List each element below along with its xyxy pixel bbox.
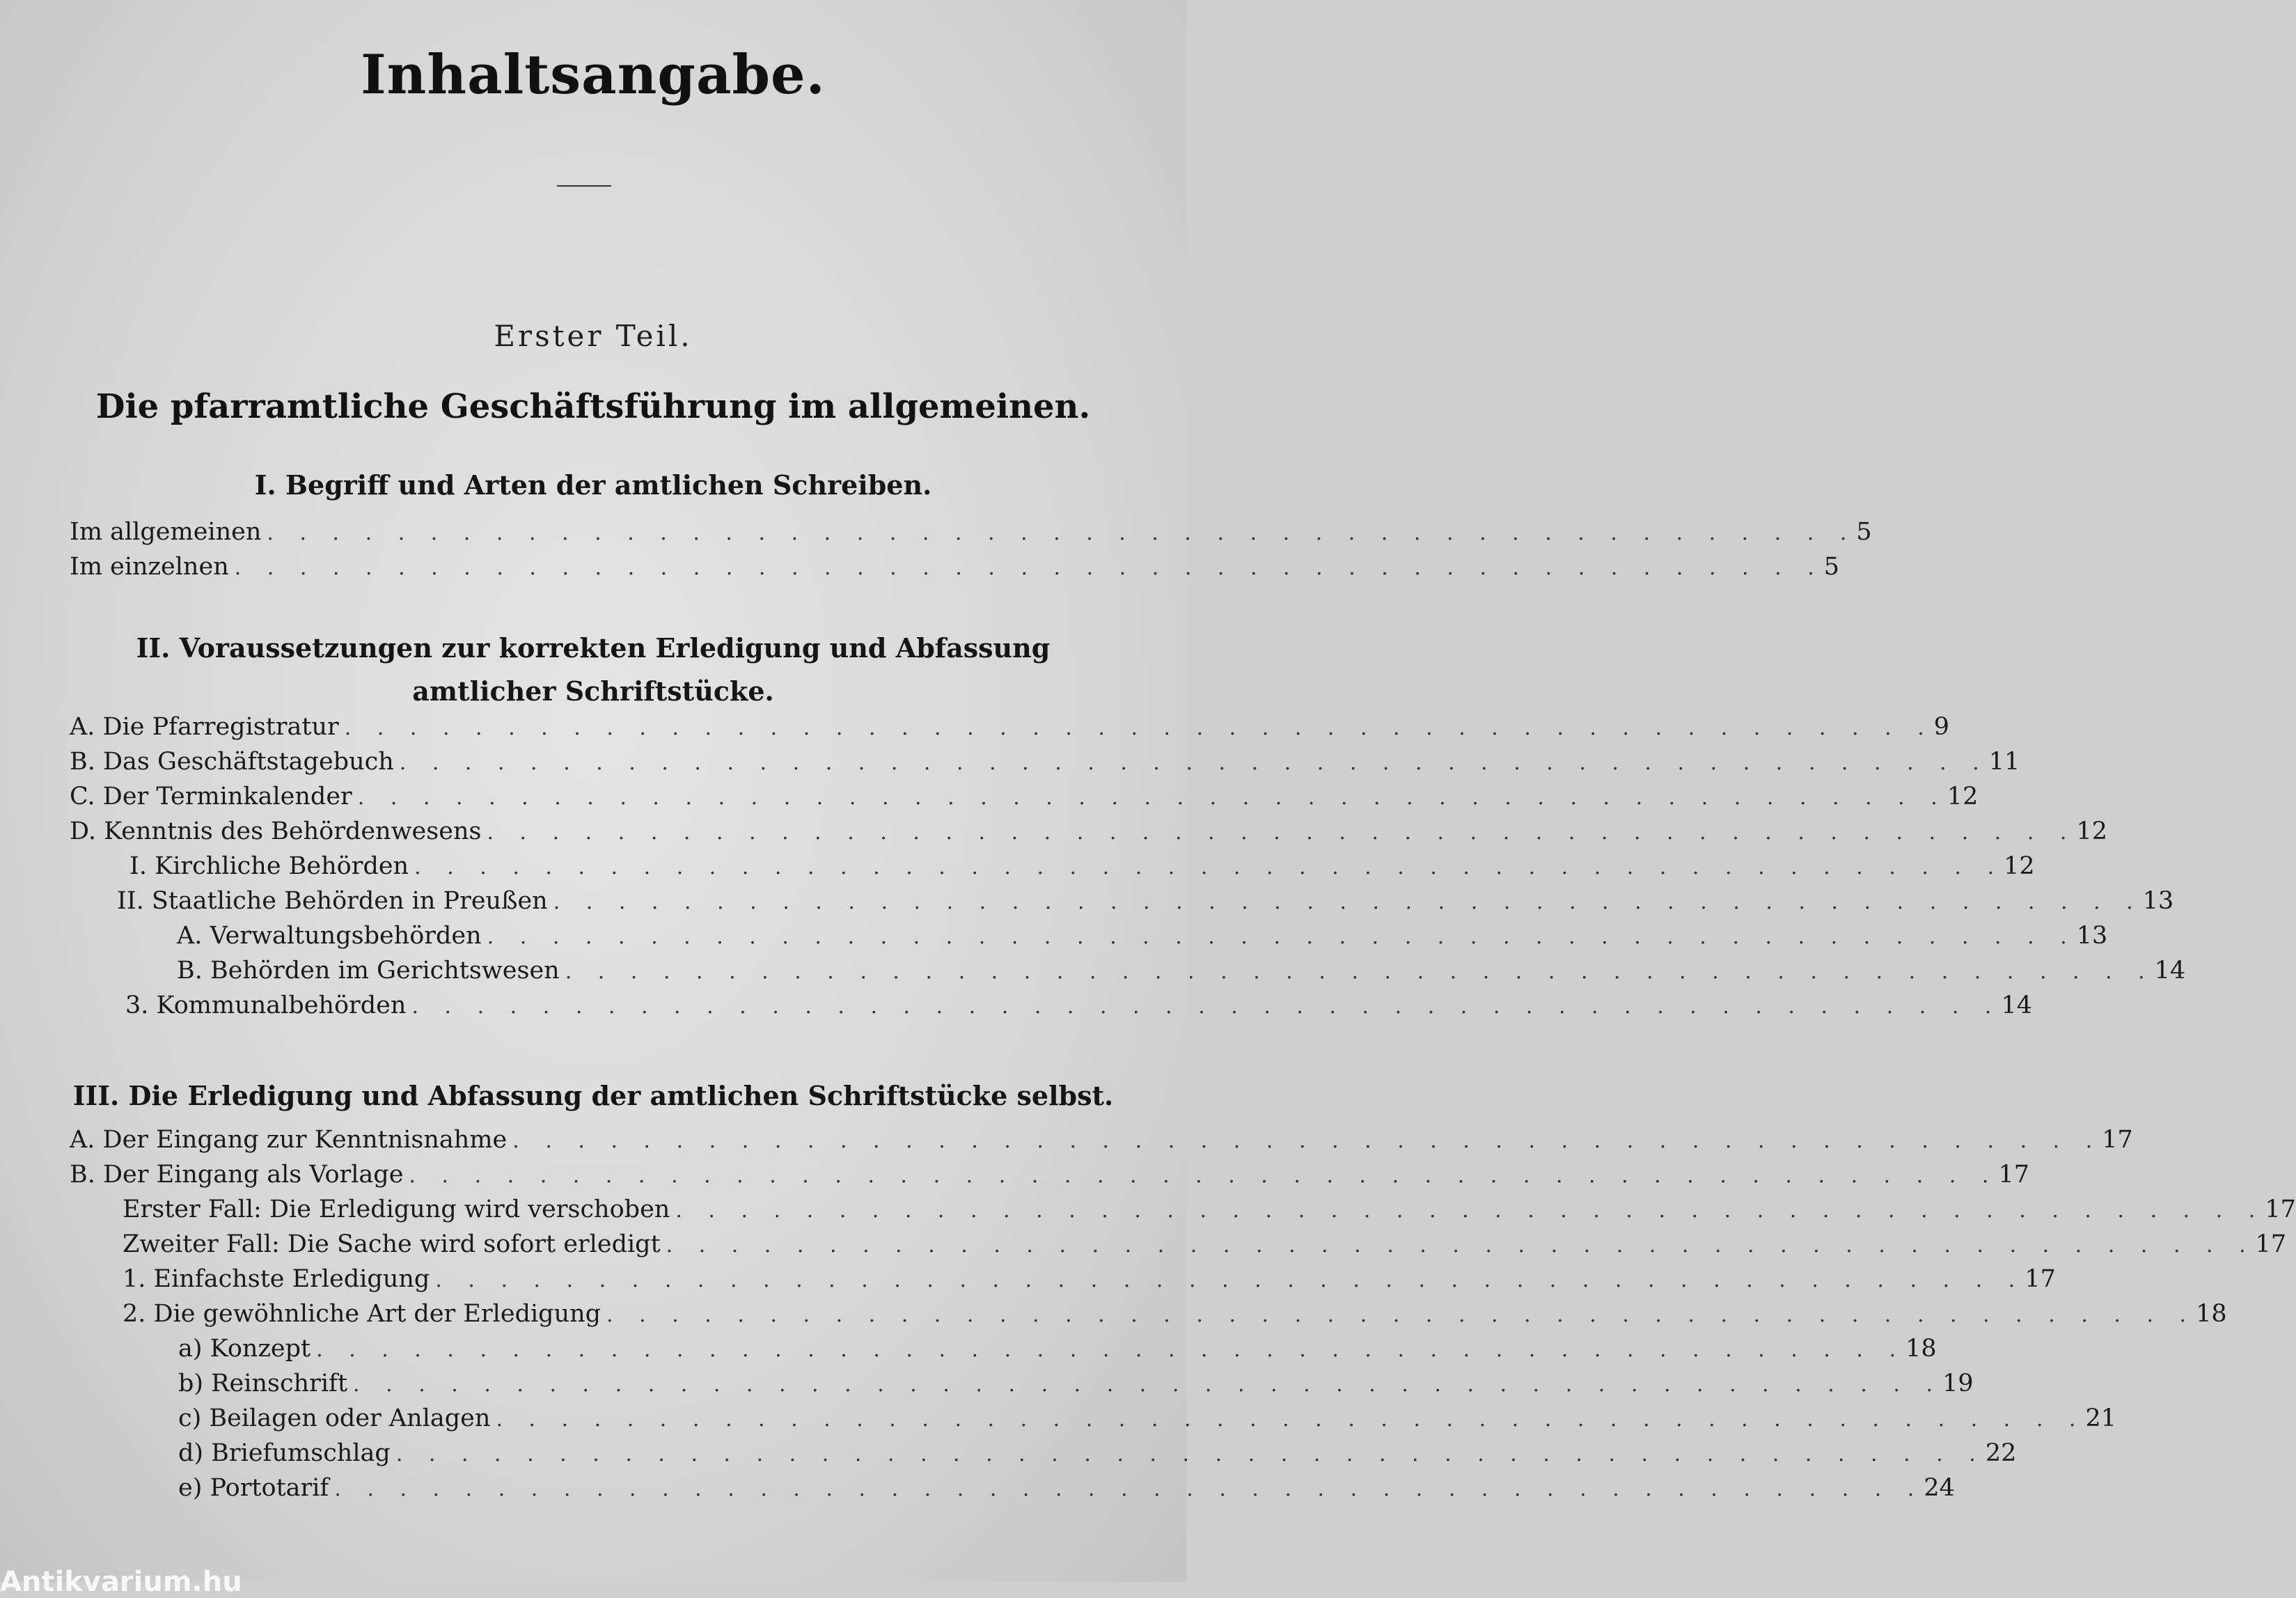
toc-entry[interactable] [123,1196,2296,1230]
toc-entry-label: e) Portotarif [178,1474,329,1502]
leader-dots: . . . . . . . . . . . . . . . . . . . . . . . . . . . . . . . . . . . . . . . . . . . . . . . . . [666,1233,2256,1258]
toc-entry[interactable] [178,1370,1974,1404]
section-heading [91,627,1096,713]
toc-entry-label: A. Verwaltungsbehörden [177,922,482,950]
toc-entry[interactable] [70,748,2020,783]
toc-entry[interactable] [178,1404,2116,1439]
leader-dots: . . . . . . . . . . . . . . . . . . . . . . . . . . . . . . . . . . . . . . . . . . . . . . . . . [487,820,2077,845]
toc-entry-page: 17 [2102,1126,2133,1154]
title-divider [557,185,611,187]
toc-entry-label: C. Der Terminkalender [70,783,352,810]
part-label: Erster Teil. [494,319,693,353]
toc-entry-page: 12 [1947,783,1979,810]
toc-entry-page: 17 [2024,1265,2056,1293]
section-heading [70,1074,1117,1118]
toc-entry[interactable] [178,1439,2017,1474]
section-heading-line: III. Die Erledigung und Abfassung der amtlichen Schriftstücke selbst. [72,1080,1114,1111]
toc-entry-label: Im einzelnen [70,553,229,581]
toc-entry-page: 21 [2085,1404,2116,1432]
toc-entry-page: 17 [2255,1230,2287,1258]
leader-dots: . . . . . . . . . . . . . . . . . . . . . . . . . . . . . . . . . . . . . . . . . . . . . . . . . [395,1442,1986,1466]
toc-entry-page: 13 [2076,922,2108,950]
watermark: Antikvarium.hu [0,1566,242,1598]
toc-entry[interactable] [70,817,2108,852]
toc-entry[interactable] [123,1300,2227,1335]
leader-dots: . . . . . . . . . . . . . . . . . . . . . . . . . . . . . . . . . . . . . . . . . . . . . . . . . [606,1303,2196,1327]
toc-entry[interactable] [178,1335,1937,1370]
leader-dots: . . . . . . . . . . . . . . . . . . . . . . . . . . . . . . . . . . . . . . . . . . . . . . . . . [334,1477,1924,1501]
toc-entry-label: A. Die Pfarregistratur [70,713,339,741]
toc-entry-label: 3. Kommunalbehörden [125,992,407,1019]
toc-entry-page: 13 [2142,887,2174,915]
toc-entry[interactable] [125,992,2033,1026]
toc-entry-page: 24 [1924,1474,1955,1502]
toc-entry[interactable] [117,887,2174,922]
leader-dots: . . . . . . . . . . . . . . . . . . . . . . . . . . . . . . . . . . . . . . . . . . . . . . . . . [357,785,1947,810]
leader-dots: . . . . . . . . . . . . . . . . . . . . . . . . . . . . . . . . . . . . . . . . . . . . . . . . . [267,521,1857,545]
toc-entry-label: Zweiter Fall: Die Sache wird sofort erledigt [123,1230,661,1258]
leader-dots: . . . . . . . . . . . . . . . . . . . . . . . . . . . . . . . . . . . . . . . . . . . . . . . . . [411,994,2002,1019]
toc-entry-page: 18 [2196,1300,2227,1328]
toc-entry-page: 18 [1905,1335,1937,1363]
section-heading-line: II. Voraussetzungen zur korrekten Erledigung und Abfassung [136,632,1051,664]
toc-entry-label: A. Der Eingang zur Kenntnisnahme [70,1126,508,1154]
leader-dots: . . . . . . . . . . . . . . . . . . . . . . . . . . . . . . . . . . . . . . . . . . . . . . . . . [565,959,2155,984]
leader-dots: . . . . . . . . . . . . . . . . . . . . . . . . . . . . . . . . . . . . . . . . . . . . . . . . . [487,925,2077,949]
toc-entry-page: 14 [2154,957,2186,985]
toc-entry-page: 14 [2001,992,2033,1019]
toc-entry-page: 19 [1942,1370,1974,1397]
leader-dots: . . . . . . . . . . . . . . . . . . . . . . . . . . . . . . . . . . . . . . . . . . . . . . . . . [409,1164,1999,1188]
toc-entry-label: I. Kirchliche Behörden [129,852,409,880]
toc-entry[interactable] [70,553,1840,588]
toc-entry-label: II. Staatliche Behörden in Preußen [117,887,548,915]
toc-entry-label: a) Konzept [178,1335,311,1363]
toc-entry-label: 1. Einfachste Erledigung [123,1265,430,1293]
toc-entry-page: 9 [1933,713,1950,741]
leader-dots: . . . . . . . . . . . . . . . . . . . . . . . . . . . . . . . . . . . . . . . . . . . . . . . . . [675,1198,2265,1223]
toc-entry[interactable] [177,957,2186,992]
leader-dots: . . . . . . . . . . . . . . . . . . . . . . . . . . . . . . . . . . . . . . . . . . . . . . . . . [553,890,2143,914]
leader-dots: . . . . . . . . . . . . . . . . . . . . . . . . . . . . . . . . . . . . . . . . . . . . . . . . . [512,1129,2102,1153]
leader-dots: . . . . . . . . . . . . . . . . . . . . . . . . . . . . . . . . . . . . . . . . . . . . . . . . . [316,1338,1906,1362]
toc-entry-page: 11 [1988,748,2020,776]
leader-dots: . . . . . . . . . . . . . . . . . . . . . . . . . . . . . . . . . . . . . . . . . . . . . . . . . [344,716,1934,740]
toc-entry[interactable] [70,713,1950,748]
main-title: Die pfarramtliche Geschäftsführung im allgemeinen. [95,387,1091,426]
toc-entry[interactable] [70,783,1979,817]
toc-entry[interactable] [123,1265,2056,1300]
toc-entry[interactable] [177,922,2108,957]
toc-entry-page: 5 [1823,553,1840,581]
toc-entry-page: 17 [1998,1161,2029,1189]
toc-entry[interactable] [129,852,2035,887]
toc-entry-page: 22 [1985,1439,2017,1467]
toc-entry[interactable] [70,518,1872,553]
toc-entry-page: 17 [2265,1196,2296,1223]
toc-entry[interactable] [70,1126,2133,1161]
toc-entry-label: D. Kenntnis des Behördenwesens [70,817,482,845]
toc-entry-label: 2. Die gewöhnliche Art der Erledigung [123,1300,601,1328]
leader-dots: . . . . . . . . . . . . . . . . . . . . . . . . . . . . . . . . . . . . . . . . . . . . . . . . . [414,855,2004,879]
toc-entry-label: B. Der Eingang als Vorlage [70,1161,404,1189]
leader-dots: . . . . . . . . . . . . . . . . . . . . . . . . . . . . . . . . . . . . . . . . . . . . . . . . . [399,751,1989,775]
leader-dots: . . . . . . . . . . . . . . . . . . . . . . . . . . . . . . . . . . . . . . . . . . . . . . . . . [435,1268,2025,1292]
leader-dots: . . . . . . . . . . . . . . . . . . . . . . . . . . . . . . . . . . . . . . . . . . . . . . . . . [496,1407,2086,1432]
page-title: Inhaltsangabe. [361,43,826,107]
section-heading-line: I. Begriff und Arten der amtlichen Schreiben. [254,469,932,501]
toc-entry[interactable] [178,1474,1955,1509]
toc-entry[interactable] [70,1161,2029,1196]
leader-dots: . . . . . . . . . . . . . . . . . . . . . . . . . . . . . . . . . . . . . . . . . . . . . . . . . [234,556,1824,580]
toc-entry-page: 12 [2004,852,2035,880]
toc-entry-label: Im allgemeinen [70,518,262,546]
leader-dots: . . . . . . . . . . . . . . . . . . . . . . . . . . . . . . . . . . . . . . . . . . . . . . . . . [353,1372,1943,1397]
toc-entry-page: 12 [2076,817,2108,845]
toc-entry-label: c) Beilagen oder Anlagen [178,1404,491,1432]
section-heading [91,464,1096,507]
toc-entry-label: Erster Fall: Die Erledigung wird verschoben [123,1196,670,1223]
toc-entry-label: b) Reinschrift [178,1370,348,1397]
section-heading-line: amtlicher Schriftstücke. [412,675,774,707]
toc-entry-label: B. Behörden im Gerichtswesen [177,957,560,985]
toc-entry-page: 5 [1856,518,1872,546]
toc-entry-label: B. Das Geschäftstagebuch [70,748,394,776]
toc-entry[interactable] [123,1230,2287,1265]
toc-entry-label: d) Briefumschlag [178,1439,391,1467]
